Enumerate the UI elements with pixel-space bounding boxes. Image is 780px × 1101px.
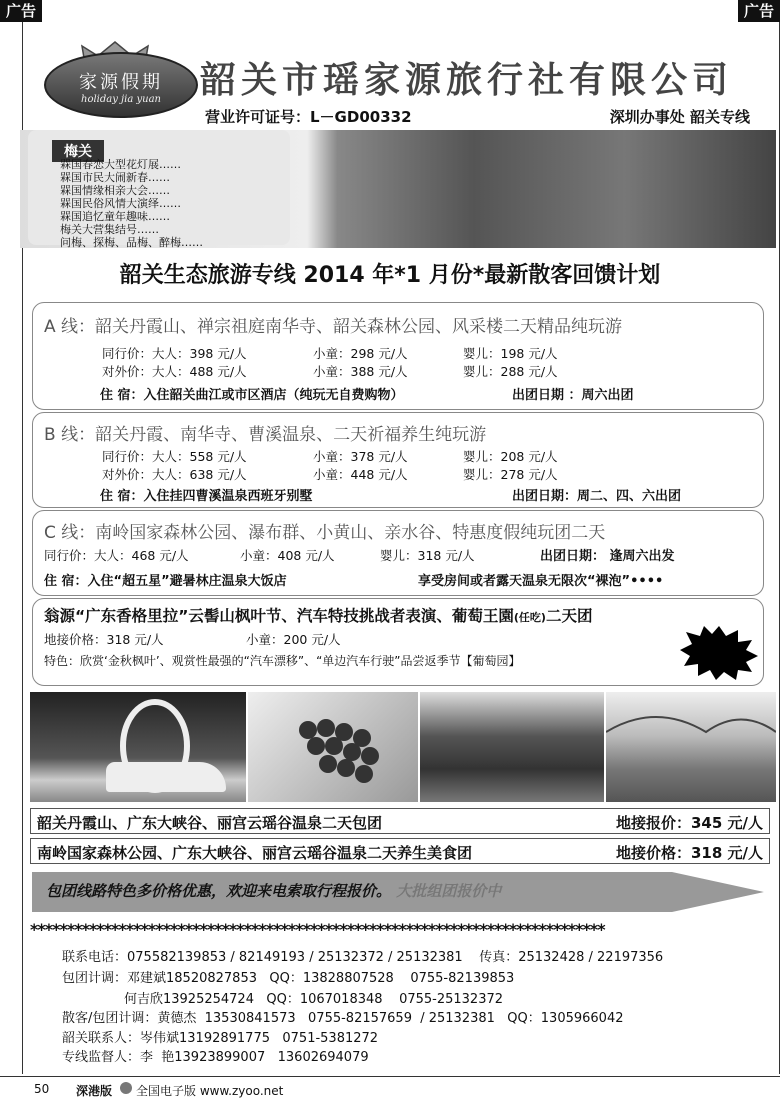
promo-text	[46, 880, 501, 901]
company-name: 韶关市瑶家源旅行社有限公司	[200, 59, 734, 101]
contact-phone: 联系电话：075582139853 / 82149193 / 25132372 / 25132381 传真：25132428 / 22197356	[62, 950, 664, 965]
logo-text: 家源假期	[79, 72, 163, 93]
line-a-ext-adult: 对外价：大人：488 元/人	[102, 364, 247, 379]
star-divider: ******************************************************************************	[30, 920, 605, 939]
promo-faint-text: 大批组团报价中	[396, 882, 502, 900]
line-d-note: (任吃)	[513, 611, 546, 624]
office-label: 深圳办事处 韶关专线	[609, 108, 750, 126]
line-d-title-text: 翁源“广东香格里拉”云髻山枫叶节、汽车特技挑战者表演、葡萄王園	[44, 607, 514, 625]
line-b-ext-child: 小童：448 元/人	[313, 467, 408, 482]
line-c-extra: 享受房间或者露天温泉无限次“裸泡”••••	[418, 574, 664, 589]
line-a-ext-baby: 婴儿：288 元/人	[463, 364, 558, 379]
contact-planner-3: 散客/包团计调：黄德杰 13530841573 0755-82157659 / 25132381 QQ：1305966042	[62, 1011, 624, 1026]
line-b-stay: 住 宿：入住挂四曹溪温泉西班牙别墅	[100, 489, 313, 504]
route-2-name: 南岭国家森林公园、广东大峡谷、丽宫云瑶谷温泉二天养生美食团	[37, 844, 473, 862]
contact-planner-2: 何吉欣13925254724 QQ：1067018348 0755-25132372	[62, 992, 504, 1007]
page-number: 50	[34, 1082, 50, 1096]
line-d-feature: 特色：欣赏‘金秋枫叶’、观赏性最强的“汽车漂移”、“单边汽车行驶”品尝返季节【葡萄园】	[44, 654, 521, 668]
line-d-suffix: 二天团	[545, 607, 593, 625]
line-c-peer-adult: 同行价：大人：468 元/人	[44, 548, 189, 563]
contact-planner-1: 包团计调：邓建斌18520827853 QQ：13828807528 0755-82139853	[62, 971, 515, 986]
contact-supervisor: 专线监督人：李 艳13923899007 13602694079	[62, 1050, 369, 1065]
logo-subtext: holiday jia yuan	[81, 94, 161, 105]
site-link[interactable]: 全国电子版 www.zyoo.net	[136, 1084, 284, 1098]
route-2-price: 地接价格：318 元/人	[615, 844, 763, 862]
line-b-ext-baby: 婴儿：278 元/人	[463, 467, 558, 482]
page-headline: 韶关生态旅游专线 2014 年*1 月份*最新散客回馈计划	[119, 263, 661, 288]
line-a-title: A 线：韶关丹霞山、禅宗祖庭南华寺、韶关森林公园、风采楼二天精品纯玩游	[44, 317, 623, 337]
line-a-ext-child: 小童：388 元/人	[313, 364, 408, 379]
line-c-peer-child: 小童：408 元/人	[240, 548, 335, 563]
line-c-stay: 住 宿：入住“超五星”避暑林庄温泉大饭店	[44, 574, 287, 589]
line-b-title: B 线：韶关丹霞、南华寺、曹溪温泉、二天祈福养生纯玩游	[44, 425, 487, 445]
promo-main-text: 包团线路特色多价格优惠，欢迎来电索取行程报价。	[46, 882, 392, 900]
line-c-peer-baby: 婴儿：318 元/人	[380, 548, 475, 563]
line-a-stay: 住 宿：入住韶关曲江或市区酒店（纯玩无自费购物）	[100, 388, 404, 403]
route-1-price: 地接报价：345 元/人	[615, 814, 763, 832]
line-a-peer-child: 小童：298 元/人	[313, 346, 408, 361]
banner-title: 梅关	[52, 140, 104, 162]
vineyard-photo	[606, 692, 776, 802]
line-d-child-price: 小童：200 元/人	[246, 632, 341, 647]
grapes-photo	[248, 692, 418, 802]
burst-badge-icon	[678, 624, 760, 680]
car-stunt-photo	[30, 692, 246, 802]
route-row-1	[30, 808, 770, 834]
line-c-title: C 线：南岭国家森林公园、瀑布群、小黄山、亲水谷、特惠度假纯玩团二天	[44, 523, 606, 543]
greenhouse-arch-icon	[606, 702, 776, 742]
contact-shaoguan: 韶关联系人：岑伟斌13192891775 0751-5381272	[62, 1031, 379, 1046]
line-a-date: 出团日期 ：周六出团	[512, 388, 634, 403]
grape-bunch-icon	[278, 710, 398, 790]
page-footer	[0, 1076, 780, 1101]
line-b-ext-adult: 对外价：大人：638 元/人	[102, 467, 247, 482]
line-c-date: 出团日期： 逢周六出发	[540, 549, 675, 564]
license-number: 营业许可证号：L－GD00332	[205, 108, 412, 126]
line-b-peer-child: 小童：378 元/人	[313, 449, 408, 464]
line-a-peer-adult: 同行价：大人：398 元/人	[102, 346, 247, 361]
logo	[44, 52, 198, 118]
zyoo-logo-icon	[120, 1082, 132, 1094]
ad-tag-left: 广告	[0, 0, 42, 22]
line-b-peer-baby: 婴儿：208 元/人	[463, 449, 558, 464]
route-row-2	[30, 838, 770, 864]
line-d-title	[44, 604, 592, 626]
line-b-peer-adult: 同行价：大人：558 元/人	[102, 449, 247, 464]
ad-tag-right: 广告	[738, 0, 780, 22]
line-d-price: 地接价格：318 元/人	[44, 632, 164, 647]
race-car-shape	[106, 762, 226, 792]
route-1-name: 韶关丹霞山、广东大峡谷、丽宫云瑶谷温泉二天包团	[37, 814, 383, 832]
banner-event-list: 槑国春恋大型花灯展…… 槑国市民大闹新春…… 槑国情缘相亲大会…… 槑国民俗风情大演绎…… 槑国追忆童年趣味…… 梅关大营集结号…… 问梅、探梅、品梅、醉梅……	[60, 158, 203, 249]
line-a-peer-baby: 婴儿：198 元/人	[463, 346, 558, 361]
mountain-photo	[420, 692, 604, 802]
line-b-date: 出团日期：周二、四、六出团	[512, 489, 682, 504]
edition-label: 深港版	[76, 1084, 113, 1098]
